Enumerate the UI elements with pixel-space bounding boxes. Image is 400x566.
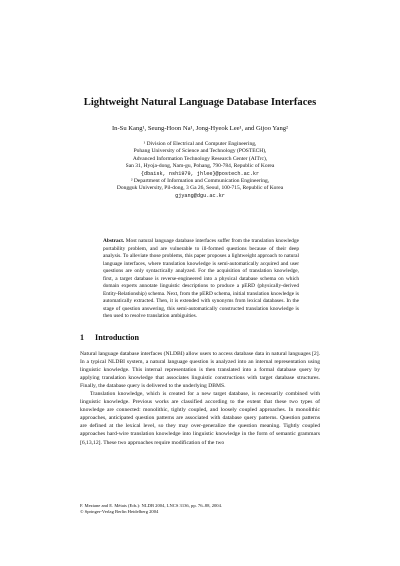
affiliation-1-line-3: Advanced Information Technology Research Center (AITrc), xyxy=(132,155,268,162)
paragraph-1: Natural language database interfaces (NLDBI) allow users to access database data in natural languages [2]. In a typical NLDBI system, a natural language question is analyzed into an internal representation using linguistic knowledge. This internal representation is then translated into a formal database query by applying translation knowledge that associates linguistic constructions with target database structures. Finally, the database query is delivered to the underlying DBMS. xyxy=(80,351,320,390)
abstract xyxy=(103,238,299,321)
affiliation-2-line-1: ² Department of Information and Communication Engineering, xyxy=(130,178,270,185)
footer-copyright: © Springer-Verlag Berlin Heidelberg 2004 xyxy=(80,509,159,515)
author-list: In-Su Kang¹, Seung-Hoon Na¹, Jong-Hyeok Lee¹, and Gijoo Yang² xyxy=(111,125,289,132)
affiliation-2-email: gjyang@dgu.ac.kr xyxy=(175,192,225,199)
paper-title: Lightweight Natural Language Database Interfaces xyxy=(83,97,317,108)
abstract-text: Most natural language database interfaces suffer from the translation knowledge portability problem, and are vulnerable to ill-formed questions because of their deep analysis. To alleviate those problems, this paper proposes a lightweight approach to natural language interfaces, where translation knowledge is semi-automatically acquired and user questions are only syntactically analyzed. For the acquisition of translation knowledge, first, a target database is reverse-engineered into a physical database schema on which domain experts annotate linguistic descriptions to produce a pERD (physically-derived Entity-Relationship) schema. Next, from the pERD schema, initial translation knowledge is automatically extracted. Then, it is extended with synonyms from lexical databases. In the stage of question answering, this semi-automatically constructed translation knowledge is then used to resolve translation ambiguities. xyxy=(103,238,299,319)
affiliation-1-line-4: San 31, Hyoja-dong, Nam-gu, Pohang, 790-784, Republic of Korea xyxy=(125,163,275,170)
affiliation-1-line-1: ¹ Division of Electrical and Computer Engineering, xyxy=(143,141,257,147)
affiliations xyxy=(0,141,400,200)
affiliation-1-emails: {dbaisk, nsh1979, jhlee}@postech.ac.kr xyxy=(140,170,260,177)
footer-citation: F. Meziane and E. Métais (Eds.): NLDB 2004, LNCS 3136, pp. 76–88, 2004. xyxy=(80,503,223,508)
affiliation-2-line-2: Dongguk University, Pil-dong, 3 Ga 26, Seoul, 100-715, Republic of Korea xyxy=(116,185,284,192)
paragraph-2: Translation knowledge, which is created for a new target database, is necessarily combined with linguistic knowledge. Previous works are classified according to the extent that these two types of knowledge are connected: monolithic, tightly coupled, and loosely coupled approaches. In monolithic approaches, anticipated question patterns are associated with database query patterns. Question patterns are defined at the lexical level, so they may over-generalize the question meaning. Tightly coupled approaches hard-wire translation knowledge into linguistic knowledge in the form of semantic grammars [6,13,12]. These two approaches require modification of the two xyxy=(80,391,320,446)
abstract-label: Abstract. xyxy=(103,238,125,244)
page-footer xyxy=(80,503,222,516)
section-heading xyxy=(80,333,139,342)
section-title: Introduction xyxy=(95,333,139,342)
section-number: 1 xyxy=(80,333,85,342)
affiliation-1-line-2: Pohang University of Science and Technology (POSTECH), xyxy=(133,148,267,155)
body-text xyxy=(80,350,320,447)
